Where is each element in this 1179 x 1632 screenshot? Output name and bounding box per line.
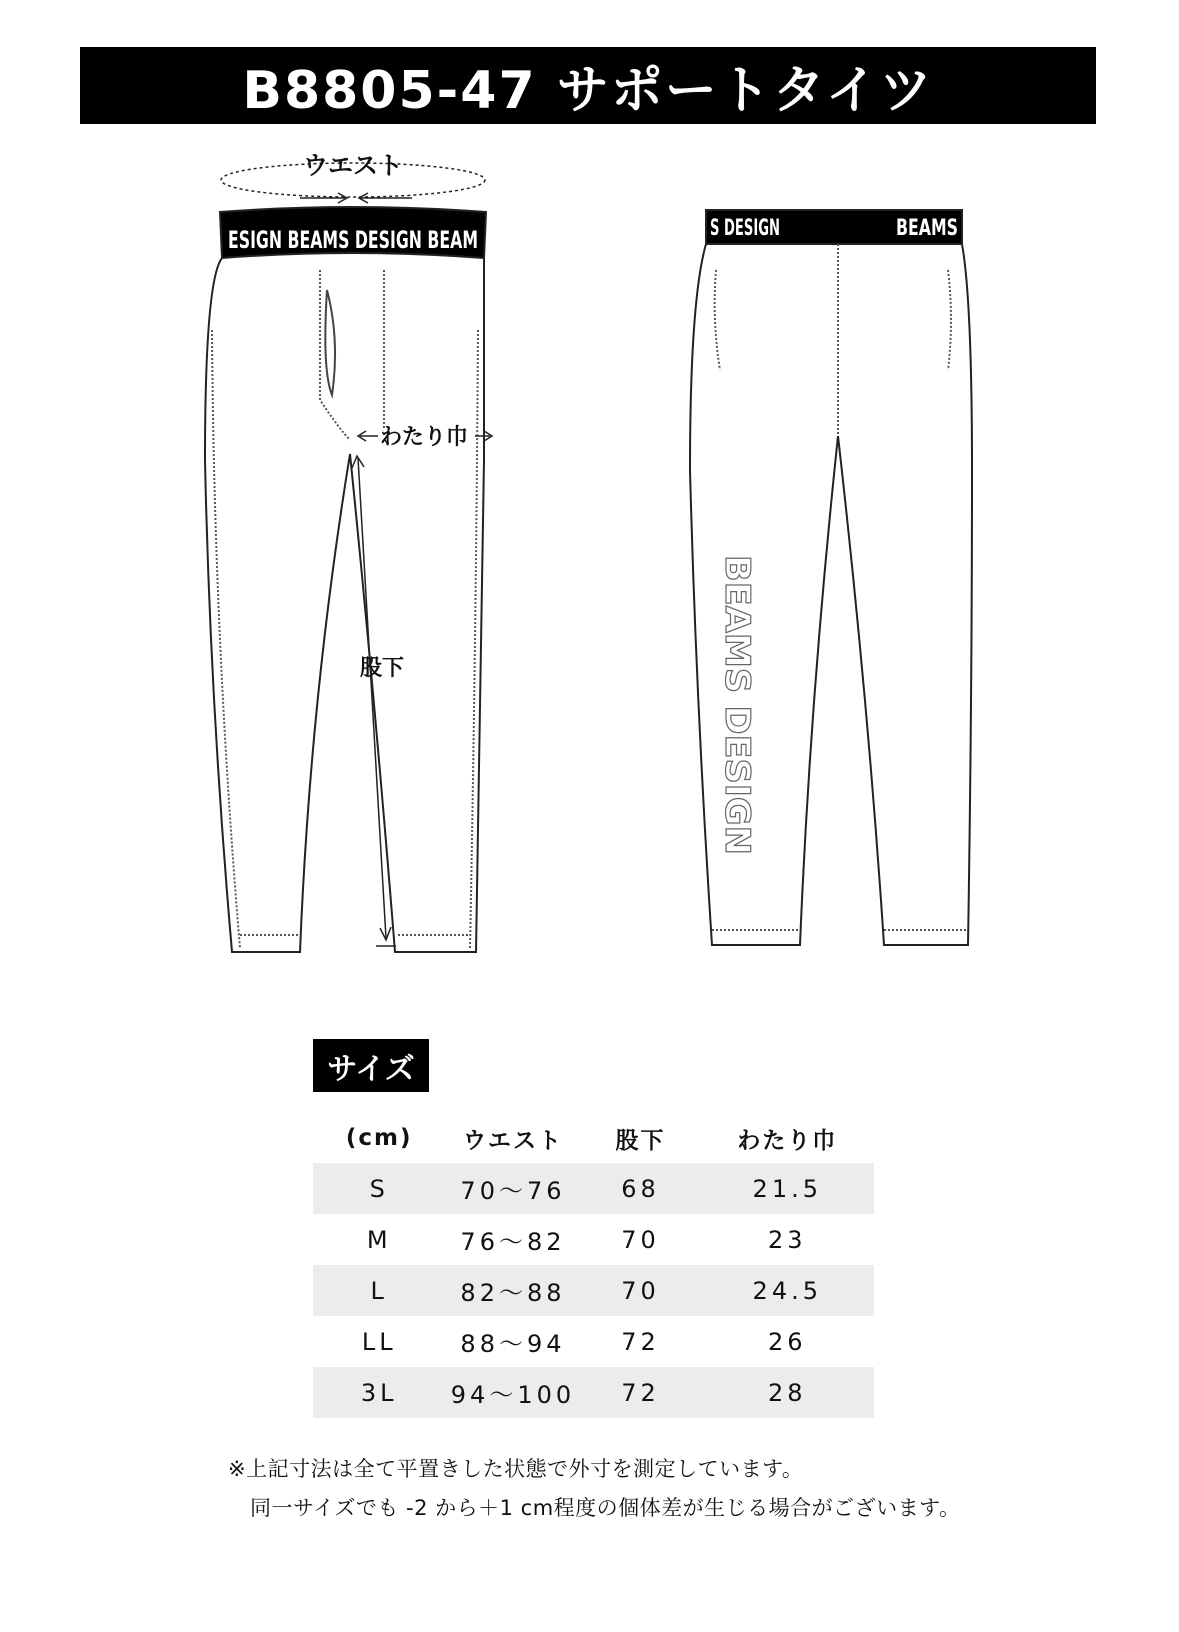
table-row: [313, 1367, 874, 1418]
rise-cell: 28: [701, 1367, 874, 1418]
back-band-text-right: BEAMS: [896, 216, 958, 241]
table-row: [313, 1163, 874, 1214]
header-waist: ウエスト: [462, 1127, 563, 1154]
rise-cell: 24.5: [701, 1265, 874, 1316]
size-cell: L: [313, 1265, 445, 1316]
tights-technical-drawing: [0, 140, 1179, 960]
waist-cell: 82～88: [445, 1265, 580, 1316]
waist-cell: 76～82: [460, 1228, 566, 1256]
table-row: [313, 1316, 874, 1367]
size-cell: M: [366, 1225, 392, 1254]
inseam-cell: 72: [581, 1367, 701, 1418]
page-title: B8805-47 サポートタイツ: [80, 47, 1096, 124]
inseam-label: 股下: [359, 656, 405, 681]
waist-cell: 94～100: [445, 1367, 580, 1418]
front-view: [205, 163, 492, 952]
header-inseam: 股下: [615, 1127, 666, 1154]
inseam-cell: 68: [581, 1163, 701, 1214]
rise-cell: 26: [767, 1327, 807, 1356]
waist-cell: 70～76: [445, 1163, 580, 1214]
rise-label: わたり巾: [379, 425, 469, 450]
inseam-cell: 72: [621, 1327, 660, 1356]
leg-print-text: BEAMS DESIGN: [717, 555, 757, 846]
inseam-cell: 70: [621, 1225, 660, 1254]
table-header-row: [313, 1113, 874, 1163]
front-band-text: ESIGN BEAMS DESIGN BEAM: [228, 226, 478, 254]
header-unit: (cm): [345, 1125, 413, 1151]
tolerance-note: 同一サイズでも -2 から＋1 cm程度の個体差が生じる場合がございます。: [250, 1496, 961, 1520]
front-body-outline: [205, 258, 484, 952]
header-rise: わたり巾: [737, 1127, 838, 1154]
table-row: [313, 1265, 874, 1316]
size-cell: S: [313, 1163, 445, 1214]
rise-cell: 21.5: [701, 1163, 874, 1214]
size-cell: 3L: [313, 1367, 445, 1418]
table-row: [313, 1214, 874, 1265]
measurement-note: ※上記寸法は全て平置きした状態で外寸を測定しています。: [228, 1457, 804, 1481]
size-heading: サイズ: [313, 1039, 429, 1092]
size-cell: LL: [361, 1327, 397, 1356]
inseam-cell: 70: [581, 1265, 701, 1316]
back-band-text-left: S DESIGN: [710, 216, 780, 241]
inseam-measure-line: [358, 458, 386, 938]
waist-label: ウエスト: [302, 151, 404, 180]
waist-cell: 88～94: [460, 1330, 566, 1358]
rise-cell: 23: [767, 1225, 807, 1254]
size-table: [313, 1113, 874, 1418]
